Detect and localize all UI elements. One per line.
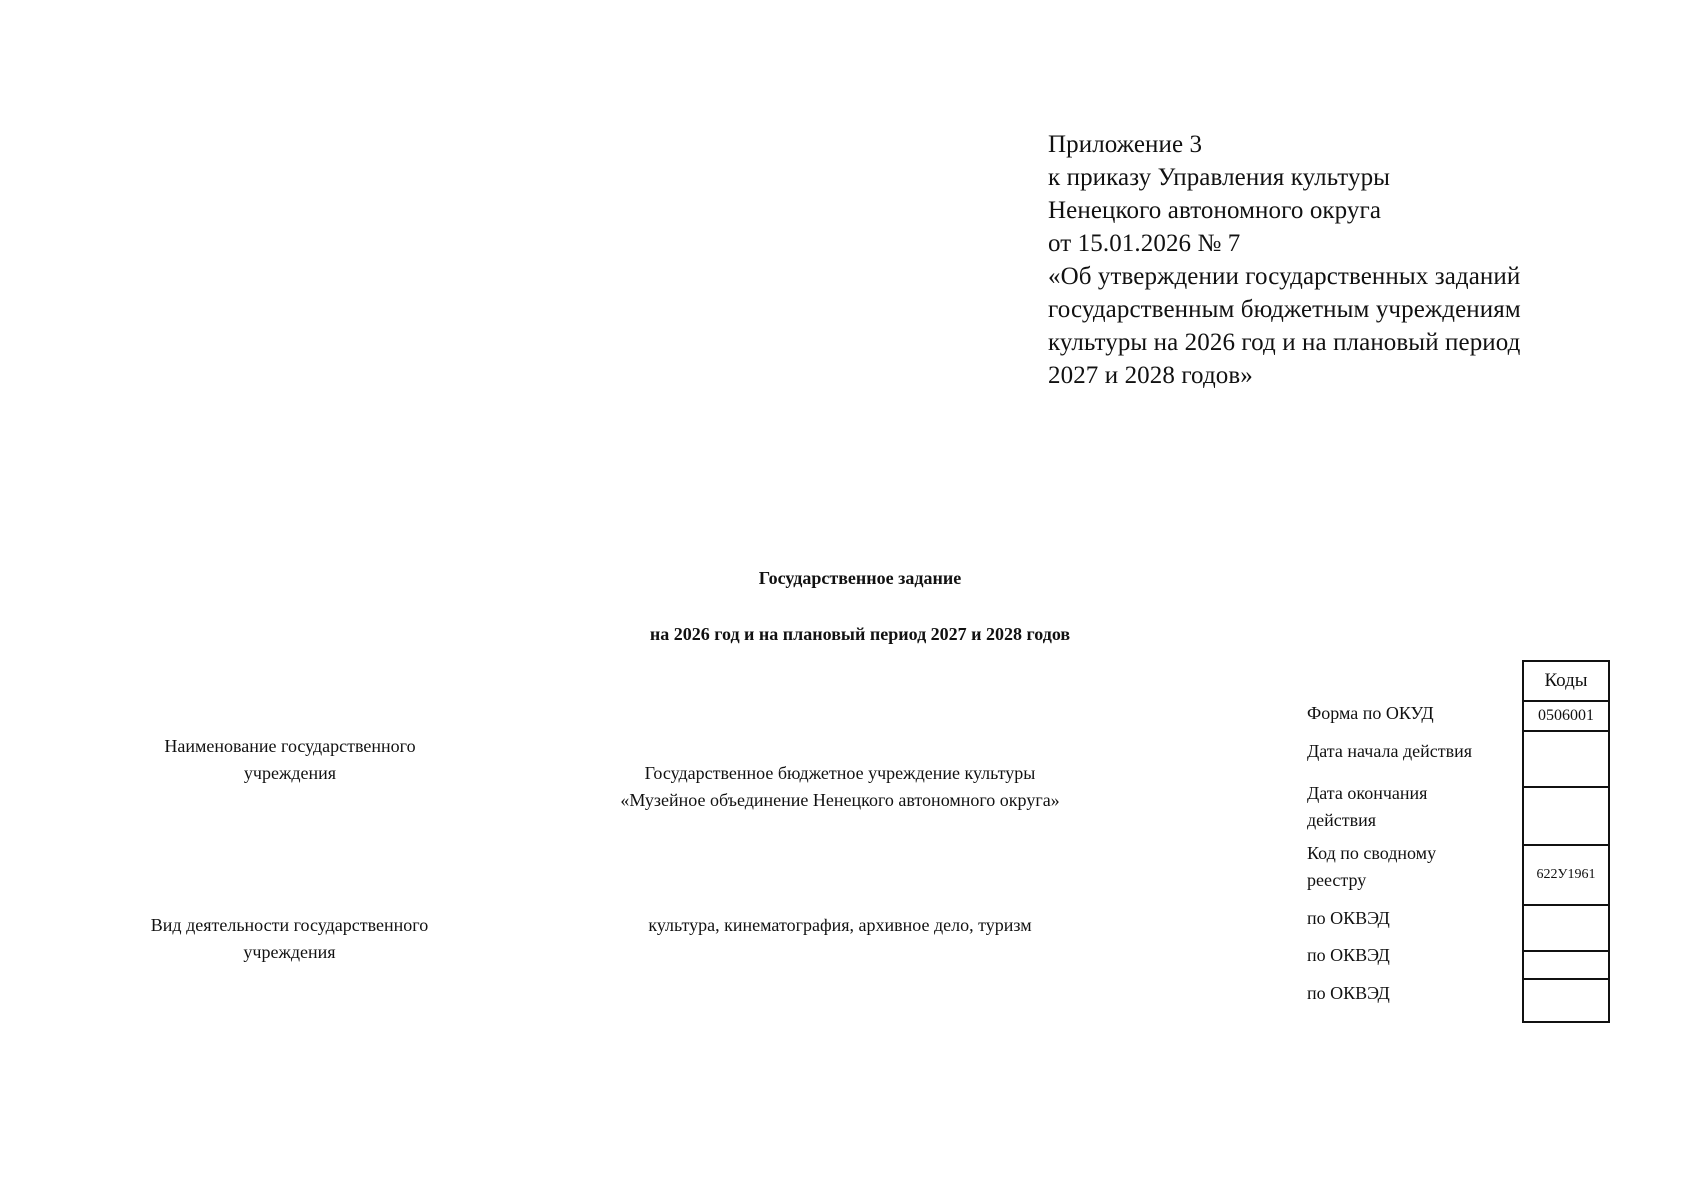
appendix-line: к приказу Управления культуры	[1048, 164, 1391, 191]
code-label-line: Дата начала действия	[1307, 741, 1472, 761]
activity-type-label	[112, 912, 467, 966]
code-value-registry: 622У1961	[1524, 844, 1608, 904]
appendix-line: государственным бюджетным учреждениям	[1048, 296, 1521, 323]
code-value-okud: 0506001	[1524, 700, 1608, 730]
code-label-line: реестру	[1307, 870, 1367, 890]
appendix-line: Приложение 3	[1048, 131, 1203, 158]
activity-type-value: культура, кинематография, архивное дело, туризм	[648, 915, 1032, 935]
code-label-okved-2	[1307, 942, 1517, 969]
code-label-registry	[1307, 840, 1517, 894]
document-title: Государственное задание	[758, 568, 962, 588]
institution-name-label-line: Наименование государственного	[164, 736, 416, 756]
code-label-okved-1	[1307, 905, 1517, 932]
appendix-line: 2027 и 2028 годов»	[1048, 362, 1253, 389]
code-label-end-date	[1307, 780, 1517, 834]
codes-header: Коды	[1544, 670, 1588, 691]
code-value-okved-1	[1524, 904, 1608, 950]
code-label-line: Дата окончания	[1307, 783, 1428, 803]
institution-name-value-line: «Музейное объединение Ненецкого автономного округа»	[620, 790, 1060, 810]
institution-name-value-line: Государственное бюджетное учреждение культуры	[644, 763, 1036, 783]
activity-type-label-line: Вид деятельности государственного	[150, 915, 429, 935]
appendix-line: от 15.01.2026 № 7	[1048, 230, 1241, 257]
institution-name-value	[560, 760, 1120, 814]
code-value-end-date	[1524, 786, 1608, 844]
code-label-line: по ОКВЭД	[1307, 983, 1390, 1003]
institution-name-label-line: учреждения	[243, 763, 337, 783]
document-subtitle: на 2026 год и на плановый период 2027 и 2028 годов	[649, 624, 1071, 644]
code-label-line: по ОКВЭД	[1307, 945, 1390, 965]
code-label-line: действия	[1307, 810, 1377, 830]
code-label-okud	[1307, 700, 1517, 727]
code-label-start-date	[1307, 738, 1517, 765]
codes-table	[1522, 660, 1610, 1023]
code-label-line: Код по сводному	[1307, 843, 1437, 863]
code-value-okved-2	[1524, 950, 1608, 978]
appendix-block	[1048, 128, 1608, 392]
appendix-line: культуры на 2026 год и на плановый период	[1048, 329, 1521, 356]
code-value-okved-3	[1524, 978, 1608, 1021]
appendix-line: Ненецкого автономного округа	[1048, 197, 1382, 224]
appendix-line: «Об утверждении государственных заданий	[1048, 263, 1521, 290]
code-label-line: Форма по ОКУД	[1307, 703, 1434, 723]
code-value-start-date	[1524, 730, 1608, 786]
institution-name-label	[120, 733, 460, 787]
code-label-okved-3	[1307, 980, 1517, 1007]
code-label-line: по ОКВЭД	[1307, 908, 1390, 928]
activity-type-label-line: учреждения	[243, 942, 336, 962]
